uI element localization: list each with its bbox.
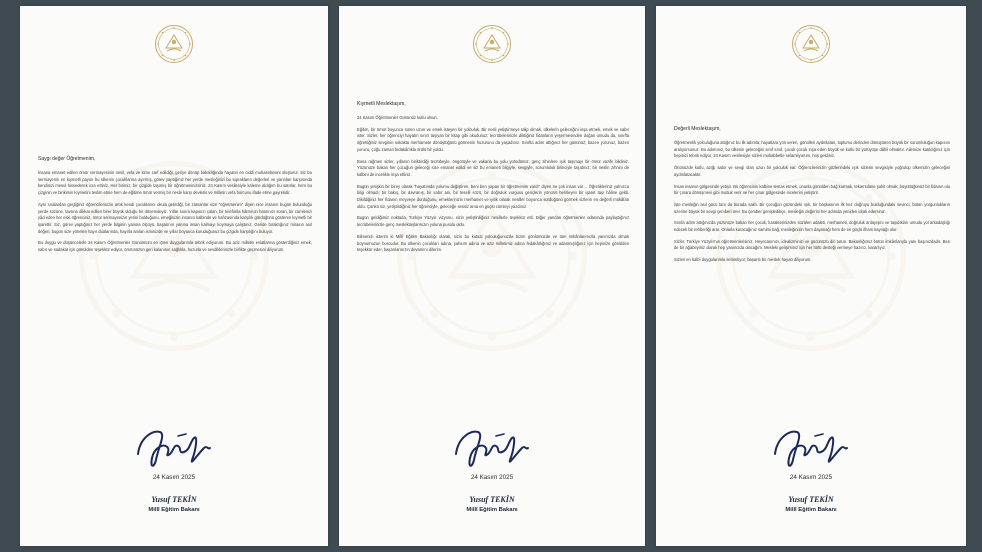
- letter-paragraph: Bu duygu ve düşüncelerle 24 Kasım Öğretmenler Günümüzü en içten duygularımla tebrik ediyorum. Bu aziz milletin evlatlarına gösterdiğiniz emek, sabır ve sadakat için gönülden teşekkür ediyor, ömrünüzün geri kalanının sağlıkla, huzurla ve sevdiklerinizle birlikte geçmesini diliyorum.: [38, 240, 312, 253]
- ministry-emblem-icon: [154, 24, 194, 64]
- letter-page-2: [339, 6, 645, 546]
- signer-title: Millî Eğitim Bakanı: [148, 507, 200, 513]
- letter-paragraph: Aynı sıralardan geçtiğiniz öğrencilerinizin artık kendi çocuklarını okula getirdiği, bir zamanlar size "öğretmenim" diyen nice insanın bugün bulunduğu yerde sözüne, tavrına dikkat edilen birer büyük olduğu bir dönemdeyiz. Yıllar sonra kapınızı çalan, bir telefonla hâtırınızı hatırınızı soran, bir cümlenizi yâd eden her eski öğrenciniz, ömür sermayenizin yerini bulduğunu, emeğinizin insanın kalbinde ve hafızasında karşılık gördüğünü gösteren kıymetli bir işarettir. Siz, görev yaptığınız her yerde bilginin yanına ölçüyü, başarının yanına insan kalmayı koymaya çalıştınız. Geride bıraktığınız mirasın asıl değeri, bugün size yönelen hayır dualarında, hayırla anılan isminizde ve yıllar boyunca koruduğunuz bu çizgide karşılığını buluyor.: [38, 201, 312, 234]
- letter-body: [357, 101, 629, 259]
- ministry-emblem-icon: [791, 24, 831, 64]
- letter-greeting: Değerli Meslektaşım,: [674, 126, 721, 132]
- signer-title: Millî Eğitim Bakanı: [785, 507, 837, 513]
- signature-image: [771, 424, 851, 470]
- letter-paragraph: Öğretmenlik yolculuğuna attığınız bu ilk adımla; hayatlara yön veren, gönülleri aydınlatan, toplumu derinden dönüştüren büyük bir sorumluluğun kapısını aralıyorsunuz. Bu adımınız, bu ülkenin geleceğini sınıf sınıf, çocuk çocuk inşa eden büyük ve kutlu bir yürüyüşe dâhil olmaktır. Ailemize katıldığınız için hepinizi tebrik ediyor, 24 Kasım vesilesiyle sizleri muhabbetle selamlıyorum, hoş geldiniz.: [674, 140, 950, 159]
- letter-paragraph: Bilmenizi isterim ki Millî Eğitim Bakanlığı olarak, sizin bu kutsal yolculuğunuzda bizim gönlümüzde ve tüm imkânlarımızla yanınızda olmak boynumuzun borcudur. Bu ülkenin çocukları adına, şahsım adına ve aziz milletimiz adına fedakârlığınız ve adanmışlığınız için hepinize gönülden teşekkür eder, başarılarınızın devamını dilerim.: [357, 233, 629, 253]
- letter-paragraph: İnsana emanet edilen ömür sermayesinin nesil, vefa ve kime sarf edildiği, geriye dönüp bakıldığında hayatın en ciddi muhasebesini oluşturur. Siz bu sermayenin en kıymetli payını bu ülkenin çocuklarına ayırmış, görev yaptığınız her yerde mesleğinizi bu toprakların değerleri ve yarınları karşısında kendinizi mesul hissederek icra ettiniz. Her birimiz, bir çizgide taşımış bir öğretmeninizsiniz. 24 Kasım vesilesiyle kaleme aldığım bu satırlar, hem bu çizginin ve birikimin kıymetini teslim etme hem de eğitime ömür vermiş bir nesle karşı devletin ve milletin vefa borcunu ifade etme gayretidir.: [38, 170, 312, 196]
- letter-body: [38, 156, 312, 259]
- letter-paragraph: İşte mesleğin asıl gücü tam da burada saklı. Bir çocuğun gözündeki ışık, bir başkasının ilk kez doğruyu bulduğundaki sevinci, bütün yorgunlukların üzerine büyük bir sevgi çemberi örer. Bu çember genişledikçe, mesleğin değerini her adımda yeniden idrak edersiniz.: [674, 201, 950, 214]
- letter-paragraph: Eğitim, bir ömür boyunca süren uzun ve emek isteyen bir yolculuk. Bir nesli yetiştirmeye talip olmak, ülkelerin geleceğini inşa etmek, emek ve sabır ister. Sizler, her öğrenciyi hayatın sınırı taşıyan bir kitap gibi okudunuz; tecrübelerinizle diktiğiniz fidanların yeşermesinden doğan umudu da, sınıfta öğrettiğiniz sevginin sokakta merhamete dönüştüğünü görmenin huzurunu da yaşadınız. Sınıfta adım attığınız her gününüz; bazen yorunuz, bazen yorucu, çoğu zaman fedakârlıkla örülü bir yoldu.: [357, 126, 629, 152]
- letter-paragraph: 24 Kasım Öğretmenler Gününüz kutlu olsun.: [357, 115, 438, 120]
- letter-page-3: [656, 6, 966, 546]
- letter-page-1: [20, 6, 328, 546]
- letter-greeting: Saygı değer Öğretmenim,: [38, 156, 96, 162]
- letter-paragraph: Sizler, Türkiye Yüzyılı'nın öğretmenlerisiniz. Heyecanınızı, idealizminizi ve gücünüzü diri tutun. Bakanlığımız bütün imkânlarıyla yanı başınızdadır. Ben de bir ağabeyiniz olarak hep yanınızda olacağım. Mesleki gelişiminiz için her türlü desteği vermeye hazırız, kararlıyız.: [674, 238, 950, 251]
- signer-name: Yusuf TEKİN: [469, 495, 515, 504]
- letter-paragraph: Sizleri en kalbî duygularımla selamlıyor; başarılı bir meslek hayatı diliyorum.: [674, 257, 812, 263]
- letter-body: [674, 126, 950, 269]
- letter-paragraph: Buna rağmen sizler, yıllanın biriktirdiği tecrübeyle, öngörüyle ve vakarla bu yolu yürüdünüz; genç zihinlere ışık taşımayı bir ömür vazife bildiniz. Yüzünüze bakan her çocuğun geleceği size emanet edildi ve siz bu emaneti bilgiyle, sevgiyle, sorumluluk bilinciyle taşıdınız; bir neslin zihnini de kalbini de incelikle inşa ettiniz.: [357, 158, 629, 177]
- letter-date: 24 Kasım 2025: [152, 474, 196, 481]
- signer-name: Yusuf TEKİN: [151, 495, 197, 504]
- signer-title: Millî Eğitim Bakanı: [466, 507, 518, 513]
- letter-paragraph: Bugün yetişkin bir birey olarak "hayatımda yolumu değiştiren, beni ben yapan bir öğretmenim vardı" diyen ne çok insan var… Öğretikleriniz yalnızca bilgi olmadı; bir bakış, bir davranış, bir sabır anı, bir teselli sözü, bir doğruluk vurgusu gençlerin yönünü belirleyen bir işaret taşı hâline geldi. Dikildiğiniz her fidanın meyveye durduğunu, emeklerinizin merhamet ve iyilik olarak nesiller boyunca sürdüğünü görmek sizlerin en değerli mükâfatı oldu. Çünkü siz, yetiştirdiğiniz her öğrenciyle, geleceğe sessiz ama en güçlü cümleyi yazdınız.: [357, 183, 629, 209]
- signature-image: [452, 424, 532, 470]
- letter-paragraph: Önünüzde kutlu, azığı sabır ve sevgi olan uzun bir yolculuk var. Öğrencilerinizin gözlerindeki ışık sizlerin sevgisiyle yoğrulup ülkemizin geleceğini aydınlatacaktır.: [674, 165, 950, 177]
- signer-name: Yusuf TEKİN: [788, 495, 834, 504]
- letter-date: 24 Kasım 2025: [470, 474, 514, 481]
- letter-paragraph: Sınıfa adım attığınızda yüzünüze bakan her çocuk, karakterinizden süzülen adaleti, merhameti, doğruluk anlayışını ve taşıdıkları umudu yol arkadaşlığı edecek bir rehberliği arar. Onlarla kuracağınız samimi bağ, mesleğinizin hem dayanağı hem de en güçlü ilham kaynağı olur.: [674, 220, 950, 233]
- letter-paragraph: Bugün geldiğimiz noktada, Türkiye Yüzyılı vizyonu, sizin yetiştirdiğiniz nesillerle teşekkür etti. Diğer yandan öğretmenler odasında paylaştığınız tecrübelerinizle genç meslektaşlarınızın yoluna pusula oldu.: [357, 215, 629, 228]
- signature-image: [134, 424, 214, 470]
- letter-greeting: Kıymetli Meslektaşım,: [357, 101, 406, 107]
- letter-paragraph: İnsan insanın gölgesinde yetişir. Bir öğrencinin kalbine temas etmek, onunla gönülden bağ kurmak, tekamülüne şahit olmak; büyüttüğünüz bir fidanın ulu bir çınara dönüşmesi gibi mutluk verir ve her çınar gölgesinde nicelerini yetiştirir.: [674, 183, 950, 196]
- letter-date: 24 Kasım 2025: [789, 474, 833, 481]
- ministry-emblem-icon: [472, 24, 512, 64]
